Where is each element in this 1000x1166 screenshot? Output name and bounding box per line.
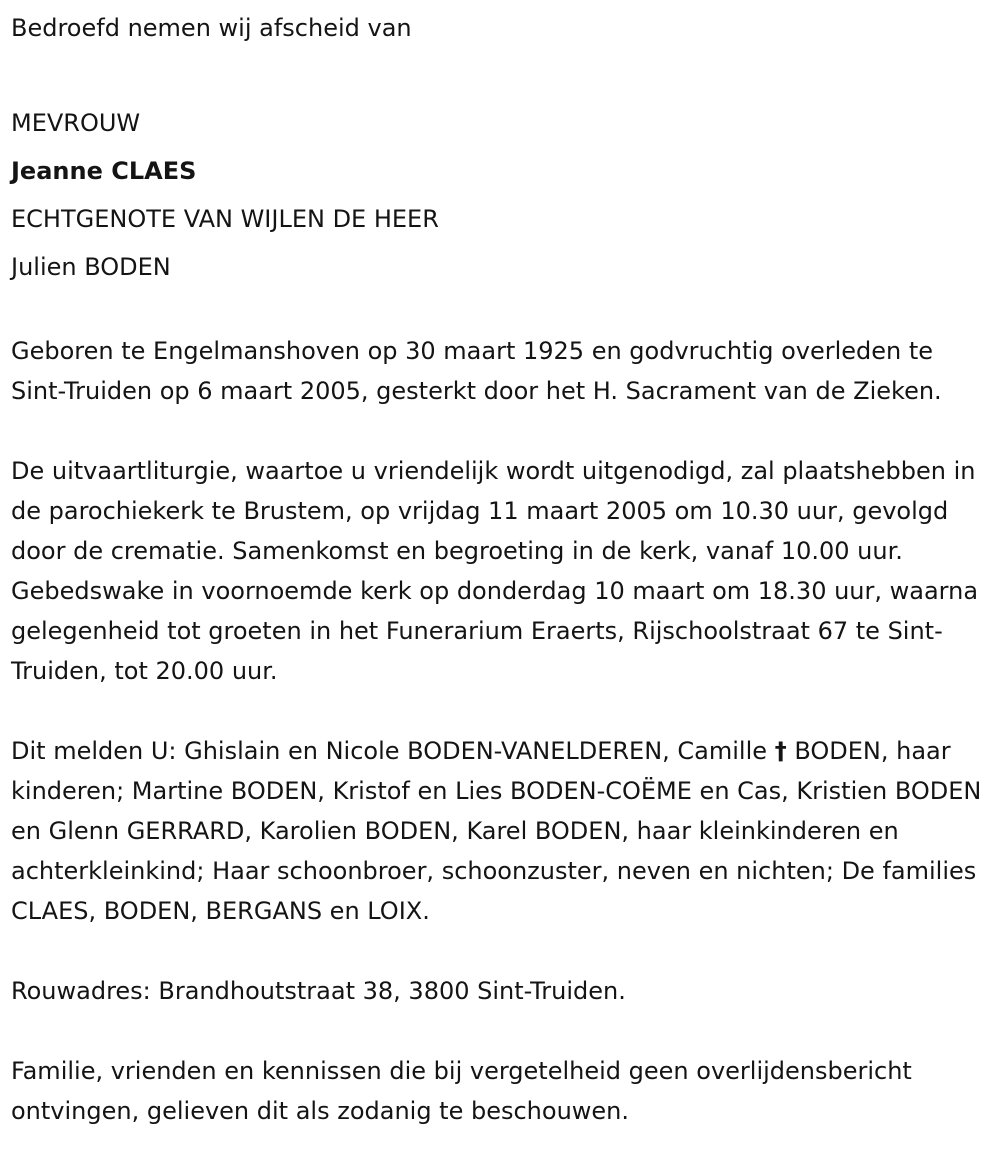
family-paragraph <box>11 731 991 931</box>
obituary-document <box>11 4 991 1131</box>
family-text-start: Dit melden U: Ghislain en Nicole BODEN-VANELDEREN, Camille <box>11 737 768 765</box>
family-text-end: BODEN, haar kinderen; Martine BODEN, Kristof en Lies BODEN-COËME en Cas, Kristien BODEN en Glenn GERRARD, Karolien BODEN, Karel BODEN, haar kleinkinderen en achterkleinkind; Haar schoonbroer, schoonzuster, neven en nichten; De families CLAES, BODEN, BERGANS en LOIX. <box>11 737 982 925</box>
intro-line: Bedroefd nemen wij afscheid van <box>11 14 412 42</box>
closing-paragraph: Familie, vrienden en kennissen die bij vergetelheid geen overlijdensbericht ontvingen, gelieven dit als zodanig te beschouwen. <box>11 1057 912 1125</box>
deceased-name: Jeanne CLAES <box>11 157 197 185</box>
birth-death-paragraph: Geboren te Engelmanshoven op 30 maart 1925 en godvruchtig overleden te Sint-Truiden op 6 maart 2005, gesterkt door het H. Sacrament van de Zieken. <box>11 337 942 405</box>
address-paragraph: Rouwadres: Brandhoutstraat 38, 3800 Sint-Truiden. <box>11 977 626 1005</box>
cross-icon: † <box>774 737 787 765</box>
funeral-paragraph: De uitvaartliturgie, waartoe u vriendelijk wordt uitgenodigd, zal plaatshebben in de parochiekerk te Brustem, op vrijdag 11 maart 2005 om 10.30 uur, gevolgd door de crematie. Samenkomst en begroeting in de kerk, vanaf 10.00 uur. Gebedswake in voornoemde kerk op donderdag 10 maart om 18.30 uur, waarna gelegenheid tot groeten in het Funerarium Eraerts, Rijschoolstraat 67 te Sint-Truiden, tot 20.00 uur. <box>11 457 979 685</box>
deceased-title: MEVROUW <box>11 109 141 137</box>
spouse-name: Julien BODEN <box>11 253 171 281</box>
deceased-relation: ECHTGENOTE VAN WIJLEN DE HEER <box>11 205 439 233</box>
